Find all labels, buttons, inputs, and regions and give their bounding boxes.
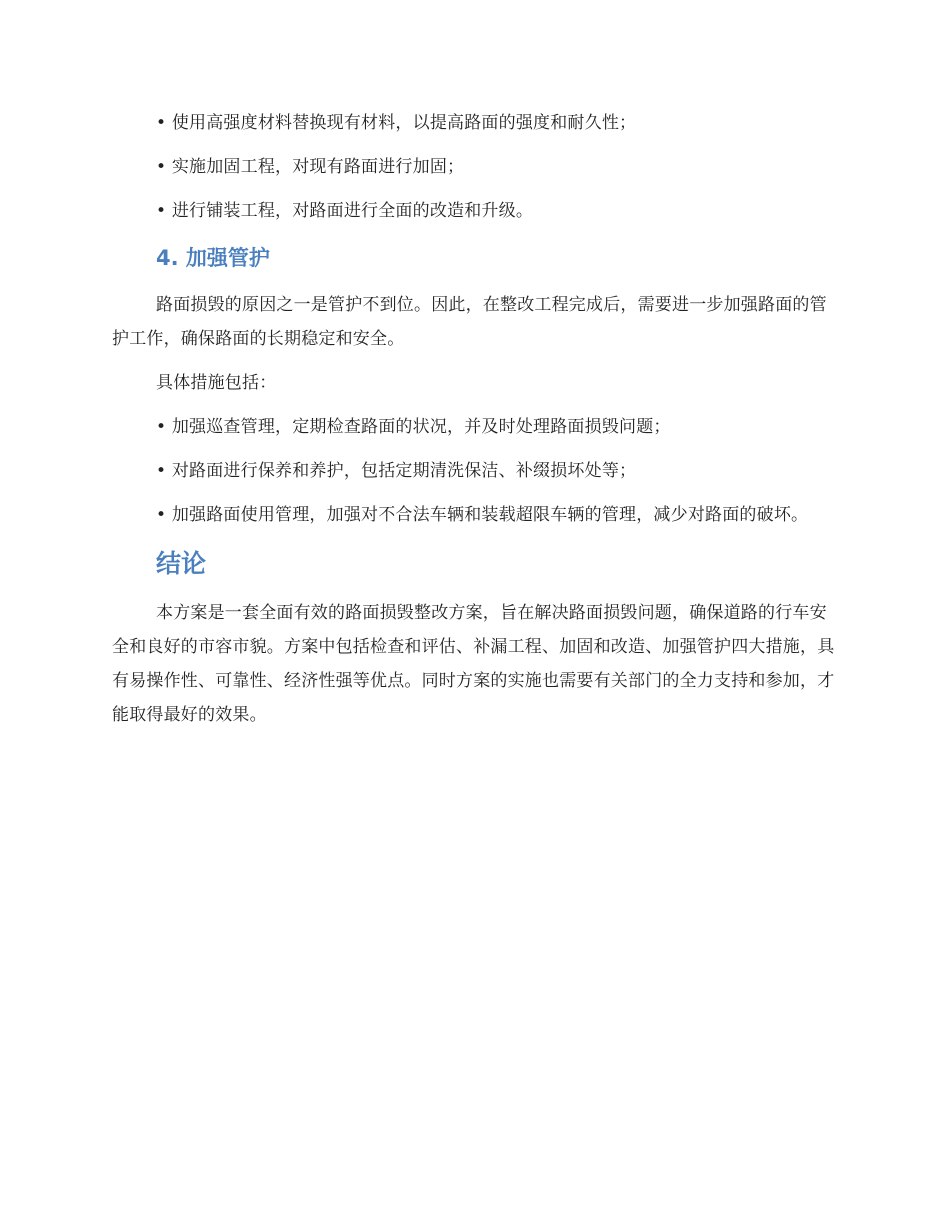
paragraph-label: 具体措施包括： <box>156 373 277 393</box>
document-page <box>112 106 842 742</box>
conclusion-paragraph: 本方案是一套全面有效的路面损毁整改方案，旨在解决路面损毁问题，确保道路的行车安全和良好的市容市貌。方案中包括检查和评估、补漏工程、加固和改造、加强管护四大措施，具有易操作性、可靠性、经济性强等优点。同时方案的实施也需要有关部门的全力支持和参加，才能取得最好的效果。 <box>112 603 835 725</box>
list-item: • 使用高强度材料替换现有材料，以提高路面的强度和耐久性； <box>156 113 637 133</box>
list-item: • 加强巡查管理，定期检查路面的状况，并及时处理路面损毁问题； <box>156 417 671 437</box>
conclusion-heading: 结论 <box>156 549 207 578</box>
list-item: • 加强路面使用管理，加强对不合法车辆和装载超限车辆的管理，减少对路面的破坏。 <box>156 505 809 525</box>
list-item: • 实施加固工程，对现有路面进行加固； <box>156 157 465 177</box>
section-heading: 4. 加强管护 <box>156 246 270 270</box>
list-item: • 进行铺装工程，对路面进行全面的改造和升级。 <box>156 201 534 221</box>
paragraph: 路面损毁的原因之一是管护不到位。因此，在整改工程完成后，需要进一步加强路面的管护工作，确保路面的长期稳定和安全。 <box>112 295 827 349</box>
list-item: • 对路面进行保养和养护，包括定期清洗保洁、补缀损坏处等； <box>156 461 637 481</box>
